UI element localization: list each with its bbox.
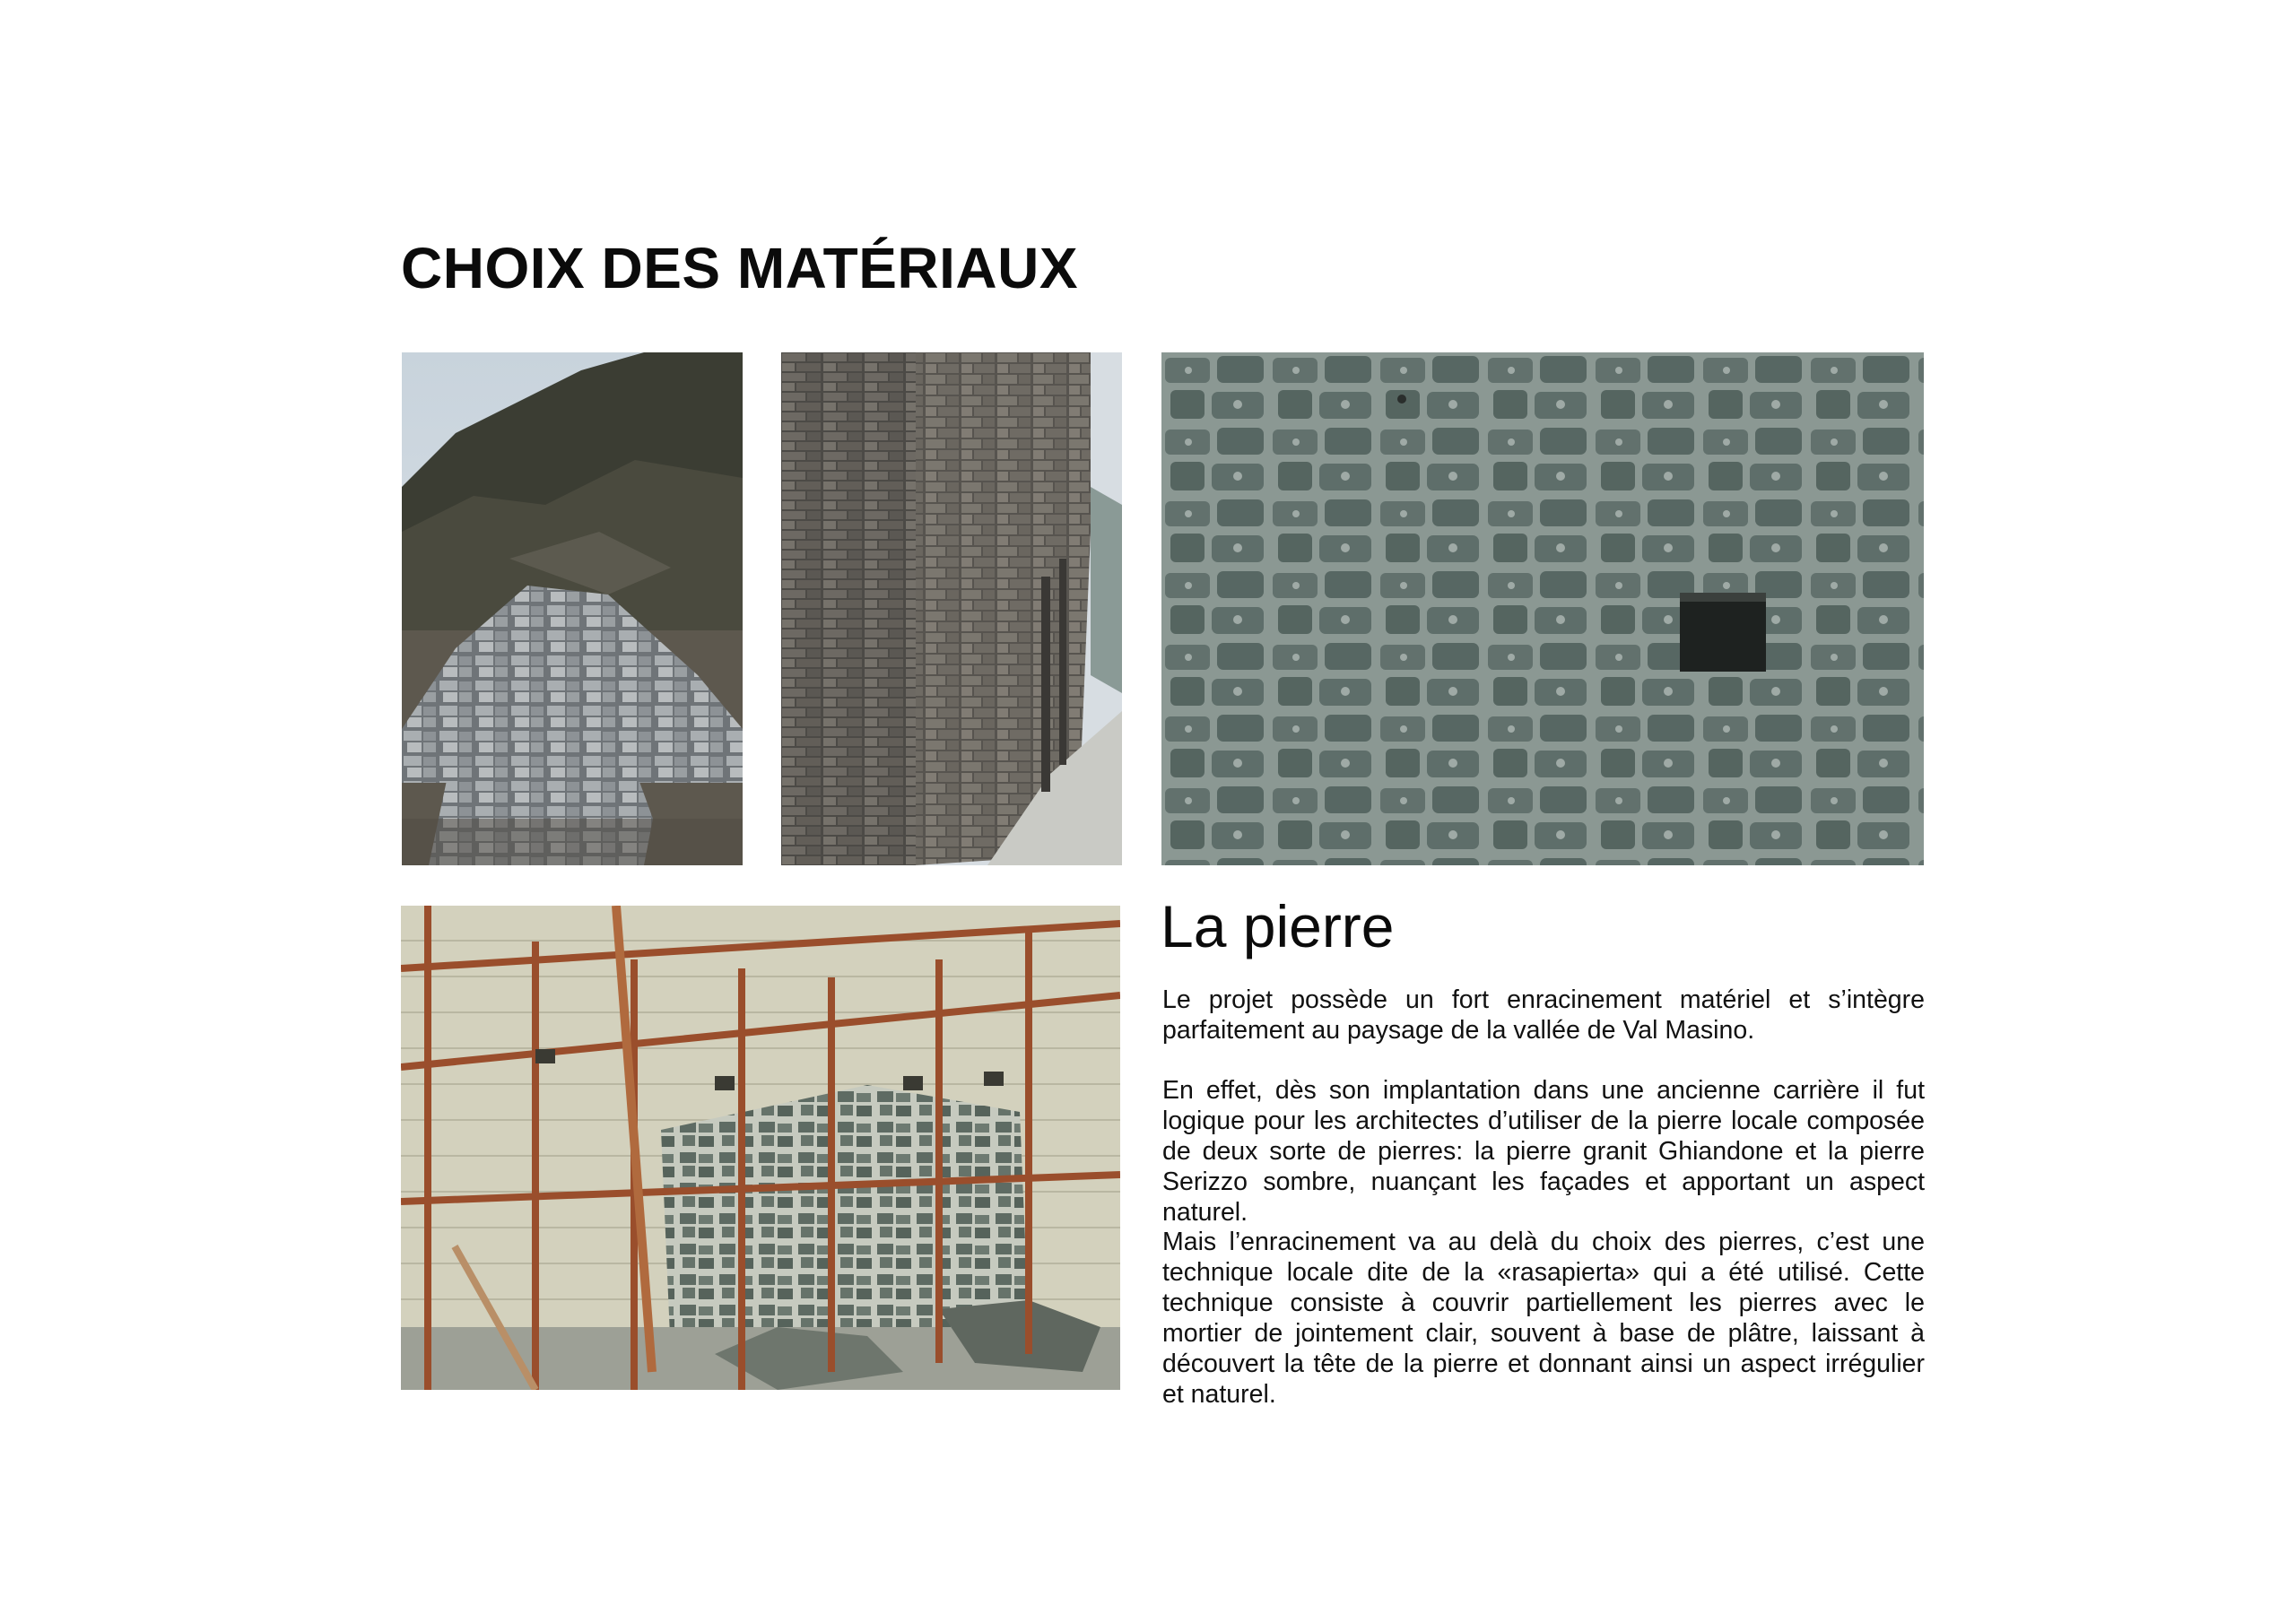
paragraph-rasapierta: Mais l’enracinement va au delà du choix des pierres, c’est une technique locale dite de la «rasapierta» qui a été utilisé. Cette technique consiste à couvrir partiellement les pierres avec le mortier de jointement clair, souvent à base de plâtre, laissant à découvert la tête de la pierre et donnant ainsi un aspect irrégulier et naturel. xyxy=(1162,1228,1925,1409)
wall-closeup-photo xyxy=(1161,352,1924,865)
stone-pile-photo xyxy=(402,352,743,865)
page-title: CHOIX DES MATÉRIAUX xyxy=(401,236,1079,300)
paragraph-local-stone: En effet, dès son implantation dans une ancienne carrière il fut logique pour les architectes d’utiliser de la pierre locale composée de deux sorte de pierres: la pierre granit Ghiandone et la pierre Serizzo sombre, nuançant les façades et apportant un aspect naturel. xyxy=(1162,1076,1925,1227)
scaffolding-photo xyxy=(401,906,1120,1390)
stone-wall-corner-photo xyxy=(781,352,1122,865)
section-title: La pierre xyxy=(1161,893,1395,959)
paragraph-intro: Le projet possède un fort enracinement matériel et s’intègre parfaitement au paysage de la vallée de Val Masino. xyxy=(1162,985,1925,1045)
